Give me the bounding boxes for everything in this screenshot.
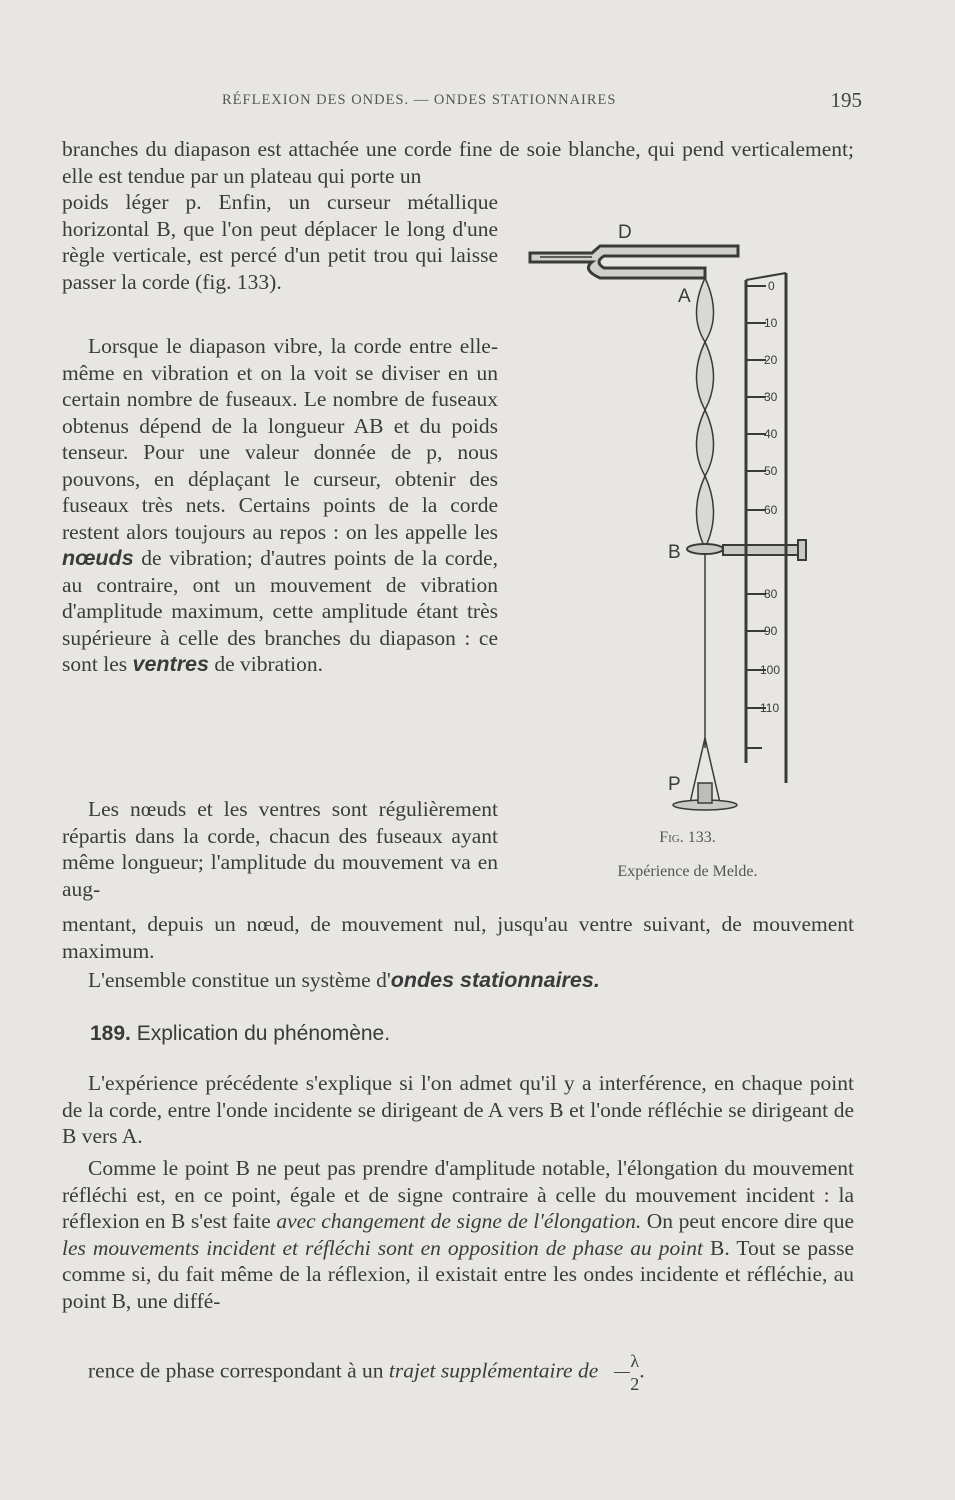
p6-italic-2: les mouvements incident et réfléchi sont en opposition de phase au point: [62, 1235, 703, 1260]
label-p: P: [668, 774, 681, 795]
p2-text-2: de vibration; d'autres points de la corde, au contraire, ont un mouvement de vibration d'amplitude maximum, cette amplitude étant très supérieure à celle des branches du diapason : ce sont les: [62, 546, 499, 676]
fraction-bar: [614, 1372, 630, 1373]
p6-text-2: On peut encore dire que: [646, 1209, 855, 1233]
section-title: Explication du phénomène.: [136, 1022, 391, 1045]
section-number: 189.: [90, 1022, 131, 1045]
paragraph-1-narrow: poids léger p. Enfin, un curseur métallique horizontal B, que l'on peut déplacer le long d'une règle verticale, est percé d'un petit trou qui laisse passer la corde (fig. 133).: [62, 190, 498, 294]
weight-plate: [673, 738, 737, 810]
tuning-fork: [530, 246, 738, 278]
tick-label: 20: [764, 353, 778, 367]
section-heading: [90, 1022, 390, 1046]
fraction-denominator: 2: [630, 1374, 640, 1394]
paragraph-4: [62, 967, 854, 994]
p2-text-1: Lorsque le diapason vibre, la corde entre elle-même en vibration et on la voit se diviser en un certain nombre de fuseaux. Le nombre de fuseaux obtenus dépend de la longueur AB et du poids tenseur. Pour une valeur donnée de p, nous pouvons, en déplaçant le curseur, obtenir des fuseaux très nets. Certains points de la corde restent alors toujours au repos : on les appelle les: [62, 334, 498, 544]
figure-caption-number: Fig. 133.: [659, 829, 716, 846]
label-b: B: [668, 542, 681, 563]
tick-label: 10: [764, 316, 778, 330]
tick-label: 50: [764, 464, 778, 478]
p6-last-text: rence de phase correspondant à un: [88, 1358, 384, 1383]
rule-ticks: [746, 286, 766, 748]
p6-text-1: Comme le point B ne peut pas prendre d'amplitude notable, l'élongation du mouvement réfléchi est, en ce point, égale et de signe contraire à celle du mouvement incident : la réflexion en B s'est faite: [62, 1156, 854, 1233]
figure-caption-title: Expérience de Melde.: [617, 863, 758, 880]
page-number: 195: [830, 88, 862, 112]
paragraph-6-last-line: [62, 1352, 854, 1393]
label-d: D: [618, 222, 632, 243]
paragraph-1-full: branches du diapason est attachée une corde fine de soie blanche, qui pend verticalement; elle est tendue par un plateau qui porte un: [62, 137, 854, 188]
term-ondes-stationnaires: ondes stationnaires.: [390, 968, 600, 992]
tick-label: 40: [764, 427, 778, 441]
paragraph-3-narrow: Les nœuds et les ventres sont régulièrement répartis dans la corde, chacun des fuseaux ayant même longueur; l'amplitude du mouvement va en aug-: [62, 797, 498, 901]
melde-experiment-figure: [500, 218, 840, 818]
fraction-lambda-over-2: [604, 1352, 639, 1393]
paragraph-6: [62, 1155, 854, 1314]
tick-label: 100: [760, 663, 781, 677]
p2-text-3: de vibration.: [214, 652, 324, 676]
paragraph-5: L'expérience précédente s'explique si l'on admet qu'il y a interférence, en chaque point de la corde, entre l'onde incidente se dirigeant de A vers B et l'onde réfléchie se dirigeant de B vers A.: [62, 1071, 854, 1148]
p6-italic-1: avec changement de signe de l'élongation.: [276, 1209, 642, 1233]
p6-italic-3: trajet supplémentaire de: [388, 1358, 599, 1383]
tick-label: 80: [764, 587, 778, 601]
fraction-tail: .: [639, 1358, 645, 1383]
term-ventres: ventres: [132, 652, 209, 676]
running-title: RÉFLEXION DES ONDES. — ONDES STATIONNAIRES: [222, 92, 617, 108]
term-noeuds: nœuds: [62, 546, 134, 570]
p6-text-3: B. Tout se passe comme si, du fait même de la réflexion, il existait entre les ondes incidente et réfléchie, au point B, une diffé-: [62, 1235, 854, 1313]
rule-tick-labels: [760, 279, 780, 715]
tick-label: 60: [764, 503, 778, 517]
tick-label: 110: [760, 701, 780, 715]
tick-label: 90: [764, 624, 778, 638]
paragraph-2: [62, 333, 498, 678]
running-header: [62, 88, 862, 114]
fraction-numerator: λ: [630, 1351, 640, 1371]
p4-text: L'ensemble constitue un système d': [88, 968, 391, 992]
paragraph-3-full: mentant, depuis un nœud, de mouvement nul, jusqu'au ventre suivant, de mouvement maximum.: [62, 912, 854, 963]
tick-label: 30: [764, 390, 778, 404]
tick-label: 0: [768, 279, 775, 293]
vibrating-string: [697, 278, 714, 748]
label-a: A: [678, 286, 691, 307]
